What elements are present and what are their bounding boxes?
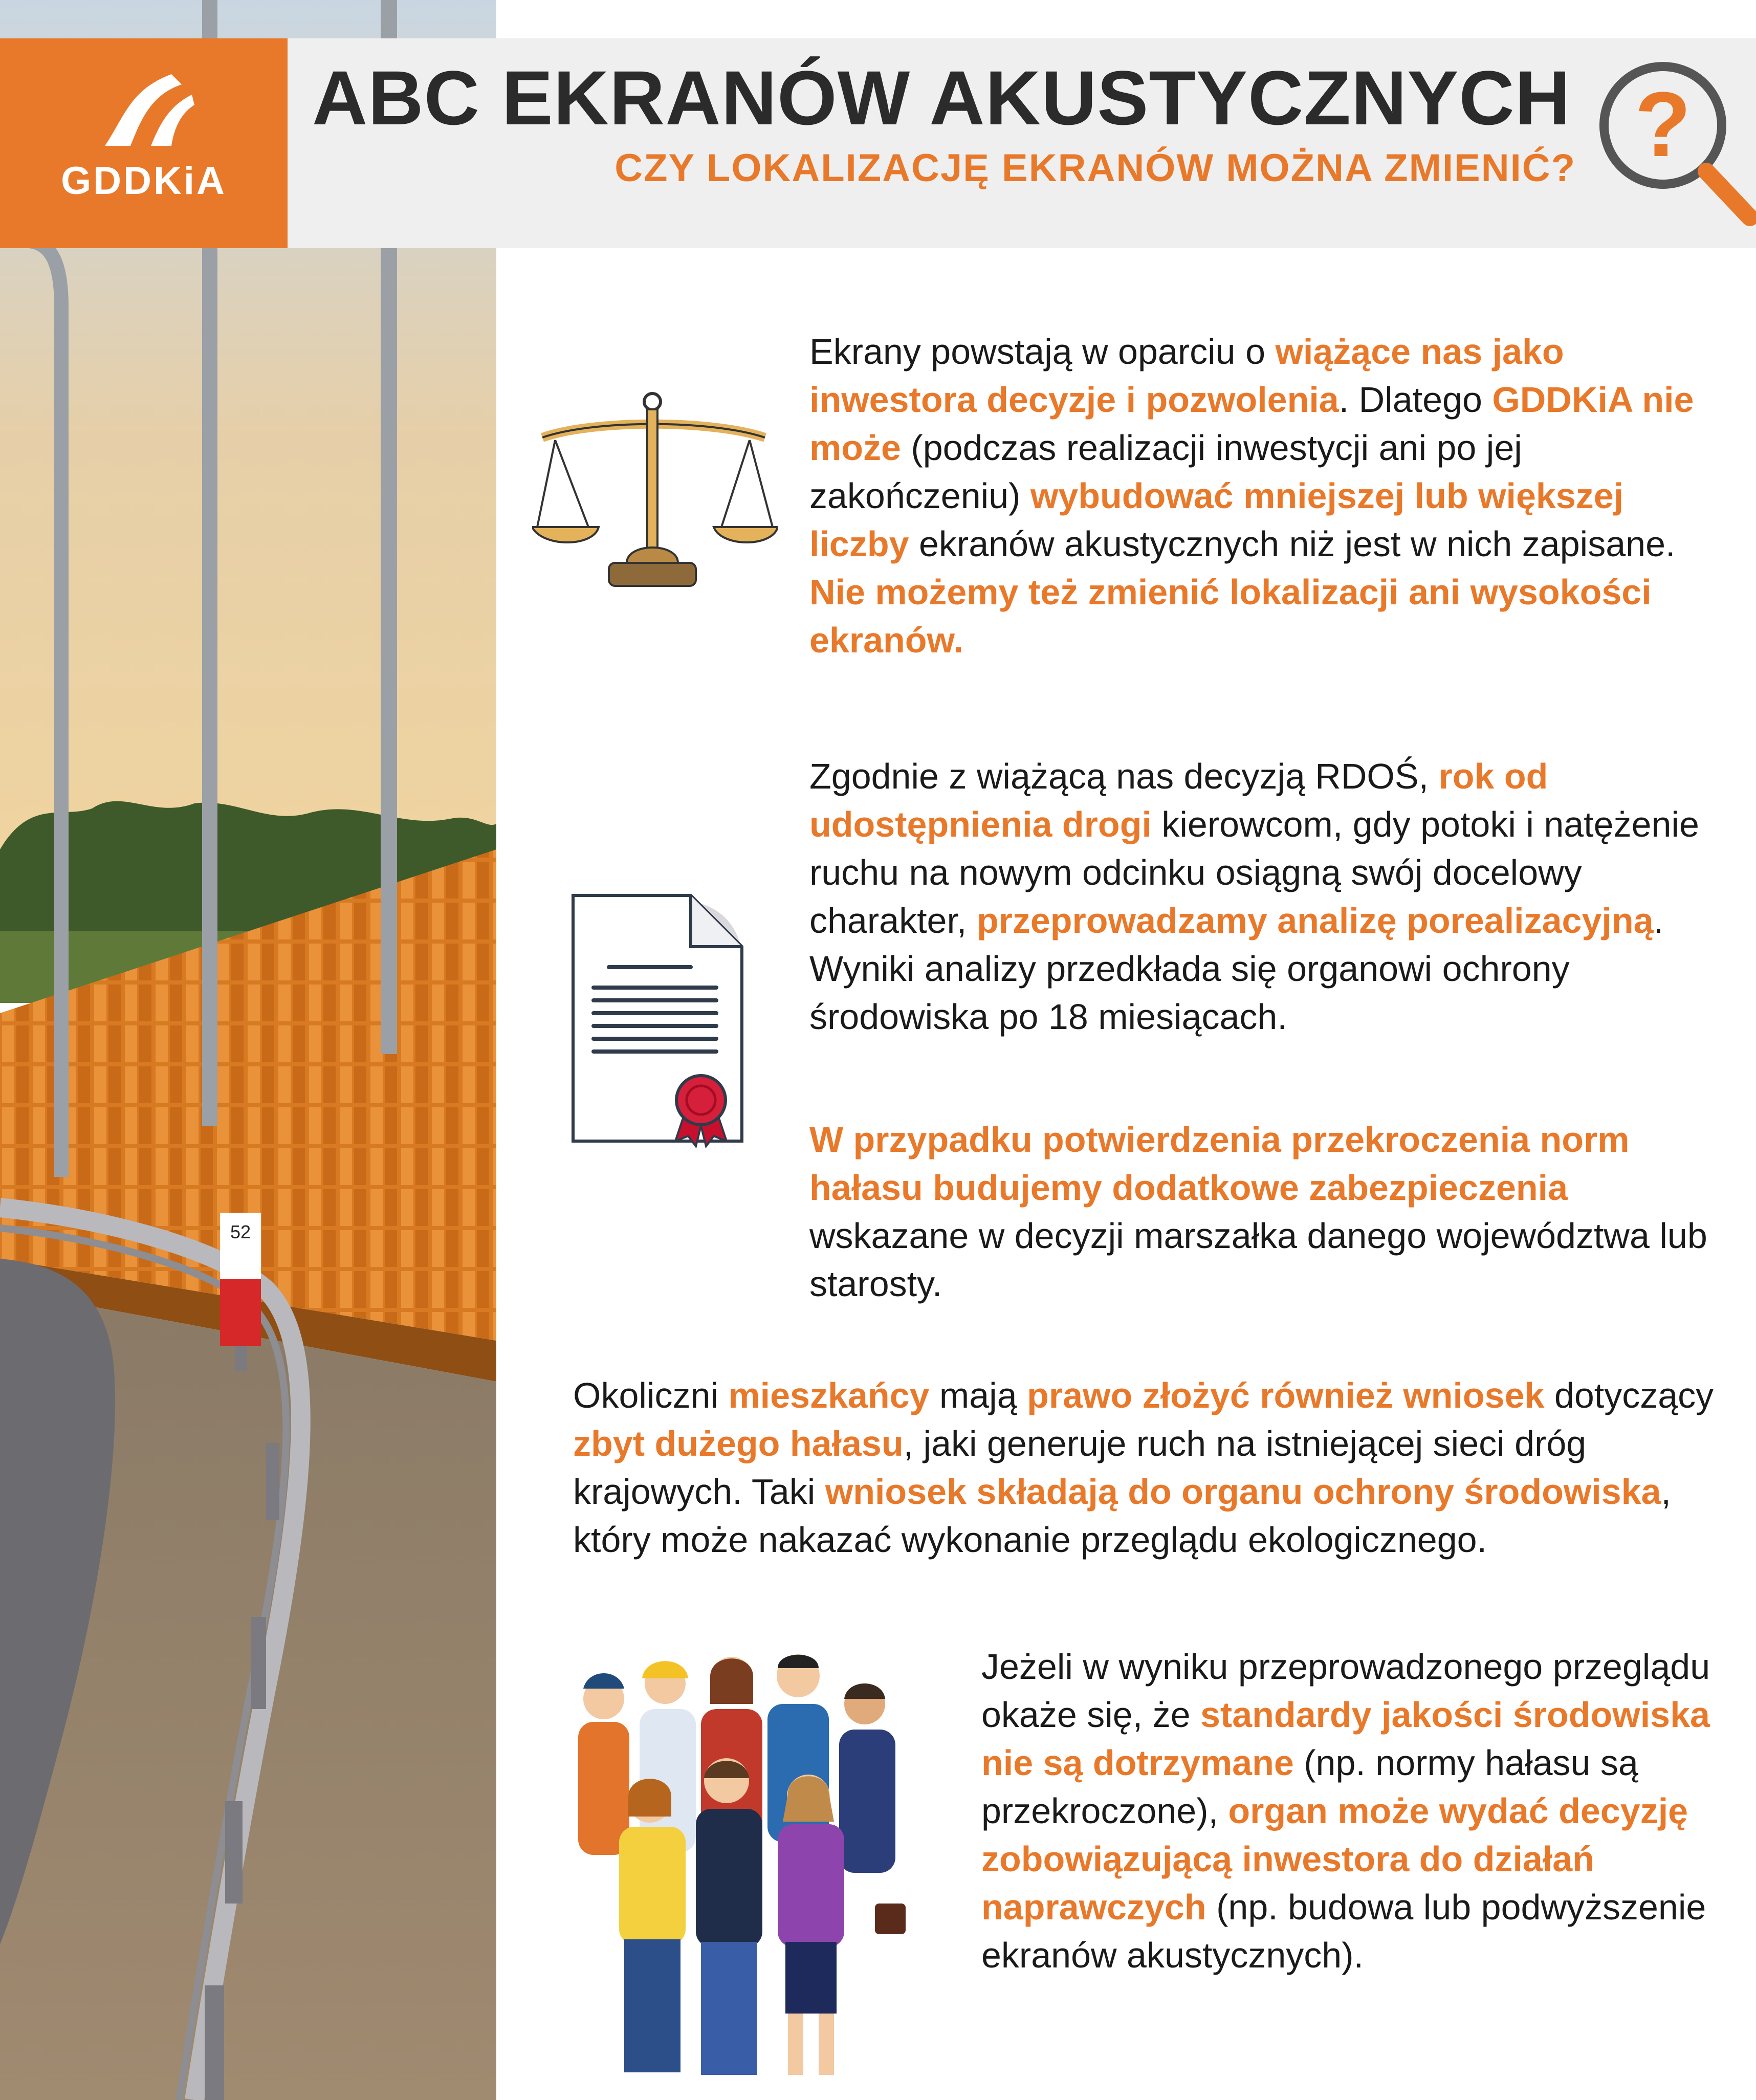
highlight-text: wiążące nas jako inwestora decyzje i pozwolenia (809, 332, 1564, 420)
highlight-text: wybudować mniejszej lub większej liczby (809, 476, 1624, 564)
magnifier-question-icon (1596, 49, 1756, 248)
certificate-document-icon (563, 885, 757, 1162)
highlight-text: przeprowadzamy analizę porealizacyjną (976, 901, 1654, 940)
highlight-text: prawo złożyć również wniosek (1027, 1375, 1545, 1415)
page-subtitle: CZY LOKALIZACJĘ EKRANÓW MOŻNA ZMIENIĆ? (614, 146, 1576, 190)
body-text: (np. budowa lub podwyższenie ekranów akustycznych). (981, 1887, 1706, 1975)
highlight-text: rok od udostępnienia drogi (809, 756, 1548, 844)
body-text: . Wyniki analizy przedkłada się organowi ochrony środowiska po 18 miesiącach. (809, 901, 1664, 1037)
page-title: ABC EKRANÓW AKUSTYCZNYCH (312, 55, 1571, 141)
body-text: , który może nakazać wykonanie przeglądu ekologicznego. (573, 1472, 1671, 1560)
body-text: , jaki generuje ruch na istniejącej sieci dróg krajowych. Taki (573, 1424, 1587, 1512)
header (0, 38, 1756, 248)
marker-label: 52 (230, 1221, 251, 1242)
body-text: Okoliczni (573, 1375, 729, 1415)
highlight-text: wniosek składają do organu ochrony środowiska (825, 1472, 1661, 1512)
body-text: Jeżeli w wyniku przeprowadzonego przeglądu okaże się, że (981, 1647, 1710, 1735)
body-text: dotyczący (1544, 1375, 1714, 1415)
svg-text:?: ? (1635, 73, 1691, 176)
highlight-text: standardy jakości środowiska nie są dotrzymane (981, 1695, 1710, 1783)
gddkia-logo (0, 38, 288, 248)
highlight-text: organ może wydać decyzję zobowiązującą inwestora do działań naprawczych (981, 1791, 1688, 1927)
body-text: Ekrany powstają w oparciu o (809, 332, 1276, 371)
scales-of-justice-icon (532, 389, 778, 594)
body-text: mają (929, 1375, 1027, 1415)
body-text: wskazane w decyzji marszałka danego województwa lub starosty. (809, 1216, 1707, 1304)
highlight-text: GDDKiA nie może (809, 380, 1694, 468)
paragraph-residents-request (573, 1371, 1719, 1564)
paragraph-additional-protections (809, 1115, 1710, 1308)
highlight-text: W przypadku potwierdzenia przekroczenia norm hałasu budujemy dodatkowe zabezpieczenia (809, 1120, 1630, 1208)
body-text: (np. normy hałasu są przekroczone), (981, 1743, 1638, 1831)
road-photo (0, 0, 496, 2100)
paragraph-decisions (809, 327, 1710, 664)
highlight-text: mieszkańcy (728, 1375, 930, 1415)
crowd-of-people-icon (547, 1627, 936, 2088)
body-text: (podczas realizacji inwestycji ani po jej zakończeniu) (809, 428, 1522, 516)
paragraph-review-outcome (981, 1643, 1739, 1979)
logo-text: GDDKiA (61, 159, 227, 203)
body-text: Zgodnie z wiążącą nas decyzją RDOŚ, (809, 756, 1439, 796)
body-text: . Dlatego (1338, 380, 1492, 420)
highlight-text: Nie możemy też zmienić lokalizacji ani wysokości ekranów. (809, 572, 1652, 660)
body-text: ekranów akustycznych niż jest w nich zapisane. (909, 524, 1676, 564)
logo-mark-icon (95, 64, 197, 151)
paragraph-post-implementation-analysis (809, 752, 1710, 1041)
highlight-text: zbyt dużego hałasu (573, 1424, 904, 1463)
body-text: kierowcom, gdy potoki i natężenie ruchu na nowym odcinku osiągną swój docelowy charakter, (809, 804, 1699, 940)
